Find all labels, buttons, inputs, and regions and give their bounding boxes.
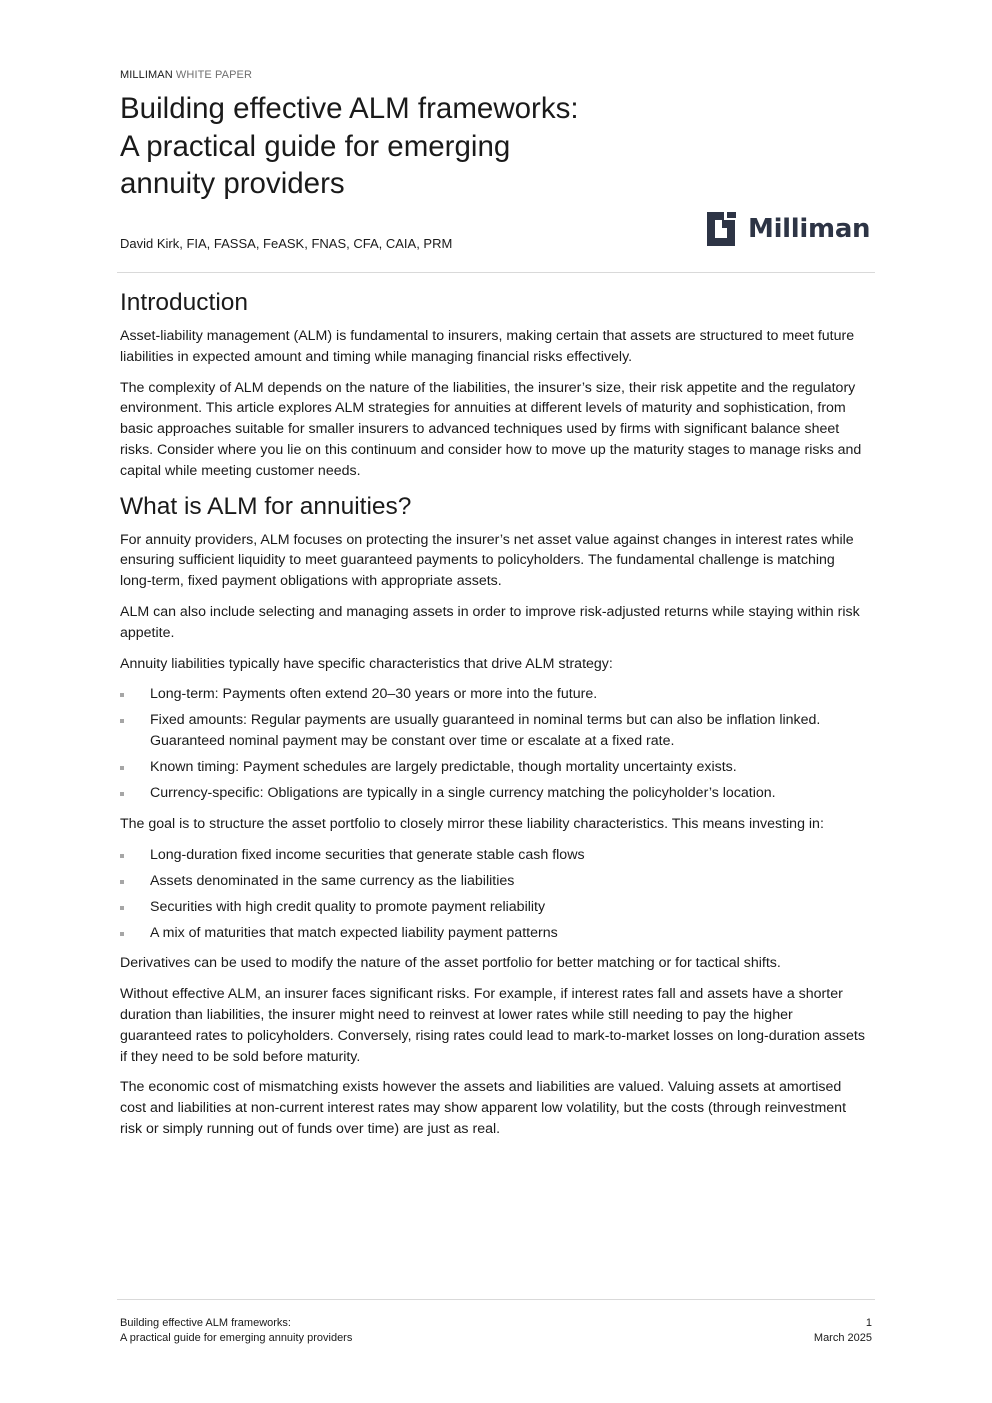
paragraph: Derivatives can be used to modify the nature of the asset portfolio for better matching or for tactical shifts. (120, 955, 781, 972)
introduction-section (120, 288, 865, 482)
list-item: Currency-specific: Obligations are typically in a single currency matching the policyholder’s location. (120, 783, 865, 804)
paragraph: Asset-liability management (ALM) is fundamental to insurers, making certain that assets are structured to meet future liabilities in expected amount and timing while managing financial risks effectively. (120, 328, 855, 365)
logo-wordmark: Milliman (748, 214, 871, 244)
title-line: annuity providers (120, 167, 345, 200)
eyebrow-brand: MILLIMAN (120, 69, 173, 81)
milliman-logo-icon (707, 212, 741, 246)
author-line: David Kirk, FIA, FASSA, FeASK, FNAS, CFA, CAIA, PRM (120, 236, 453, 251)
liability-characteristics-list (120, 684, 865, 804)
footer-title (120, 1316, 352, 1346)
list-item: Long-duration fixed income securities that generate stable cash flows (120, 845, 865, 866)
paragraph: The goal is to structure the asset portfolio to closely mirror these liability characteristics. This means investing in: (120, 815, 824, 832)
list-item: Assets denominated in the same currency as the liabilities (120, 871, 865, 892)
footer-title-line: Building effective ALM frameworks: (120, 1317, 291, 1329)
list-item: Known timing: Payment schedules are largely predictable, though mortality uncertainty exists. (120, 757, 865, 778)
list-item: Securities with high credit quality to promote payment reliability (120, 897, 865, 918)
paragraph: Without effective ALM, an insurer faces significant risks. For example, if interest rates fall and assets have a shorter duration than liabilities, the insurer might need to reinvest at lower rates while still needing to pay the higher guaranteed rates to policyholders. Conversely, rising rates could lead to mark-to-market losses on long-duration assets if they need to be sold before maturity. (120, 986, 865, 1065)
paragraph: The economic cost of mismatching exists however the assets and liabilities are valued. Valuing assets at amortised cost and liabilities at non-current interest rates may show apparent low volatility, but the costs (through reinvestment risk or simply running out of funds over time) are just as real. (120, 1079, 847, 1138)
section-heading: Introduction (120, 289, 249, 316)
paragraph: For annuity providers, ALM focuses on protecting the insurer’s net asset value against changes in interest rates while ensuring sufficient liquidity to meet guaranteed payments to policyholders. The fundamental challenge is matching long-term, fixed payment obligations with appropriate assets. (120, 531, 854, 590)
title-line: A practical guide for emerging (120, 129, 511, 163)
paragraph: The complexity of ALM depends on the nature of the liabilities, the insurer’s size, their risk appetite and the regulatory environment. This article explores ALM strategies for annuities at different levels of maturity and sophistication, from basic approaches suitable for smaller insurers to advanced techniques used by firms with significant balance sheet risks. Consider where you lie on this continuum and consider how to move up the maturity stages to manage risks and capital while meeting customer needs. (120, 379, 862, 479)
header-divider (117, 272, 875, 273)
document-title (120, 90, 680, 203)
footer-divider (117, 1299, 875, 1300)
footer-meta (814, 1316, 872, 1346)
milliman-logo (707, 212, 870, 246)
page-number: 1 (865, 1317, 872, 1329)
document-eyebrow (120, 69, 252, 81)
eyebrow-type: WHITE PAPER (175, 69, 252, 81)
what-is-alm-section (120, 492, 865, 1140)
list-item: A mix of maturities that match expected liability payment patterns (120, 923, 865, 944)
paragraph: ALM can also include selecting and managing assets in order to improve risk-adjusted returns while staying within risk appetite. (120, 603, 860, 641)
list-item: Long-term: Payments often extend 20–30 years or more into the future. (120, 684, 865, 705)
list-item: Fixed amounts: Regular payments are usually guaranteed in nominal terms but can also be inflation linked. Guaranteed nominal payment may be constant over time or escalate at a fixed rate. (120, 710, 865, 752)
main-content (120, 288, 865, 1150)
title-line: Building effective ALM frameworks: (120, 92, 579, 125)
footer-title-line: A practical guide for emerging annuity providers (120, 1332, 353, 1344)
section-heading: What is ALM for annuities? (120, 492, 412, 520)
asset-investments-list (120, 845, 865, 944)
paragraph: Annuity liabilities typically have specific characteristics that drive ALM strategy: (120, 655, 613, 672)
publication-date: March 2025 (813, 1332, 872, 1344)
